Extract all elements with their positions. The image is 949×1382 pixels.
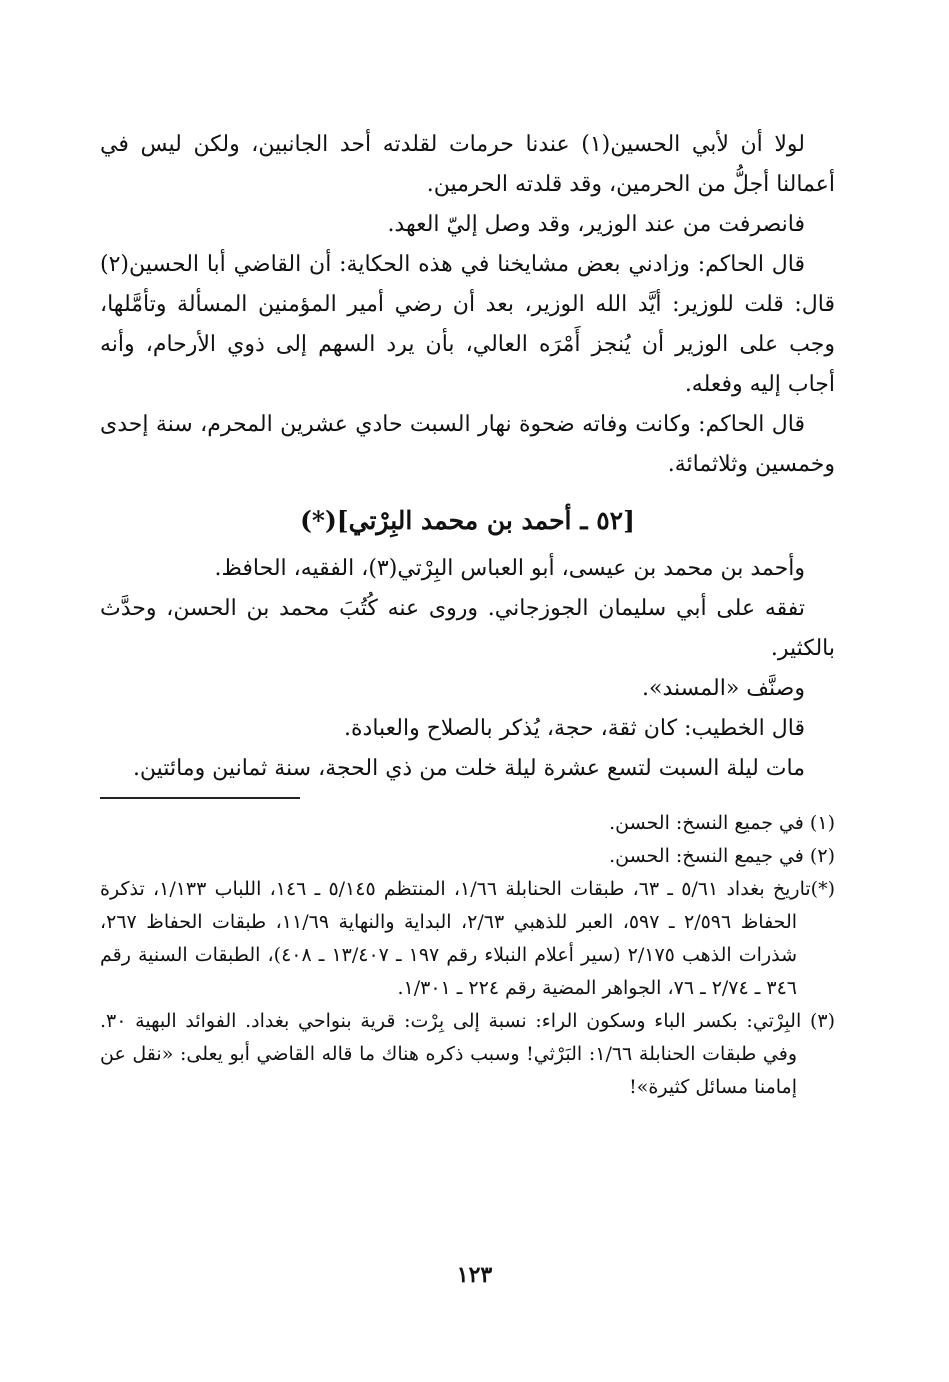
footnote: (٣) البِرْتي: بكسر الباء وسكون الراء: نسبة إلى بِرْت: قرية بنواحي بغداد. الفوائد البهية ٣٠. وفي طبقات الحنابلة ١/٦٦: البَرْثي! وسبب ذكره هناك ما قاله القاضي أبو يعلى: «نقل عن إمامنا مسائل كثيرة»! <box>100 1010 835 1098</box>
paragraph: قال الحاكم: وزادني بعض مشايخنا في هذه الحكاية: أن القاضي أبا الحسين(٢) قال: قلت للوزير: أيَّد الله الوزير، بعد أن رضي أمير المؤمنين المسألة وتأمَّلها، وجب على الوزير أن يُنجز أَمْرَه العالي، بأن يرد السهم إلى ذوي الأرحام، وأنه أجاب إليه وفعله. <box>100 252 835 397</box>
paragraph: مات ليلة السبت لتسع عشرة ليلة خلت من ذي الحجة، سنة ثمانين ومائتين. <box>132 756 805 781</box>
paragraph: قال الحاكم: وكانت وفاته ضحوة نهار السبت حادي عشرين المحرم، سنة إحدى وخمسين وثلاثمائة. <box>100 412 835 477</box>
paragraph: لولا أن لأبي الحسين(١) عندنا حرمات لقلدته أحد الجانبين، ولكن ليس في أعمالنا أجلُّ من الحرمين، وقد قلدته الحرمين. <box>100 132 835 197</box>
section-heading: [٥٢ ـ أحمد بن محمد البِرْتي](*) <box>300 506 635 535</box>
footnote: (١) في جميع النسخ: الحسن. <box>609 812 835 834</box>
paragraph: وأحمد بن محمد بن عيسى، أبو العباس البِرْتي(٣)، الفقيه، الحافظ. <box>214 556 805 581</box>
main-text-after <box>100 549 835 789</box>
paragraph: قال الخطيب: كان ثقة، حجة، يُذكر بالصلاح والعبادة. <box>344 716 805 741</box>
paragraph: تفقه على أبي سليمان الجوزجاني. وروى عنه كُتُبَ محمد بن الحسن، وحدَّث بالكثير. <box>100 596 835 661</box>
footnote: (٢) في جيمع النسخ: الحسن. <box>609 845 835 867</box>
main-text-before <box>100 125 835 485</box>
footnote-divider <box>100 797 300 799</box>
paragraph: فانصرفت من عند الوزير، وقد وصل إليّ العهد. <box>387 212 805 237</box>
paragraph: وصنَّف «المسند». <box>642 676 805 701</box>
page-number: ١٢٣ <box>456 1262 493 1288</box>
footnotes <box>100 807 835 1104</box>
footnote: (*)تاريخ بغداد ٥/٦١ ـ ٦٣، طبقات الحنابلة ١/٦٦، المنتظم ٥/١٤٥ ـ ١٤٦، اللباب ١/١٣٣، تذكرة الحفاظ ٢/٥٩٦ ـ ٥٩٧، العبر للذهبي ٢/٦٣، البداية والنهاية ١١/٦٩، طبقات الحفاظ ٢٦٧، شذرات الذهب ٢/١٧٥ (سير أعلام النبلاء رقم ١٩٧ ـ ١٣/٤٠٧ ـ ٤٠٨)، الطبقات السنية رقم ٣٤٦ ـ ٢/٧٤ ـ ٧٦، الجواهر المضية رقم ٢٢٤ ـ ١/٣٠١. <box>100 878 835 999</box>
book-page <box>100 125 835 1104</box>
